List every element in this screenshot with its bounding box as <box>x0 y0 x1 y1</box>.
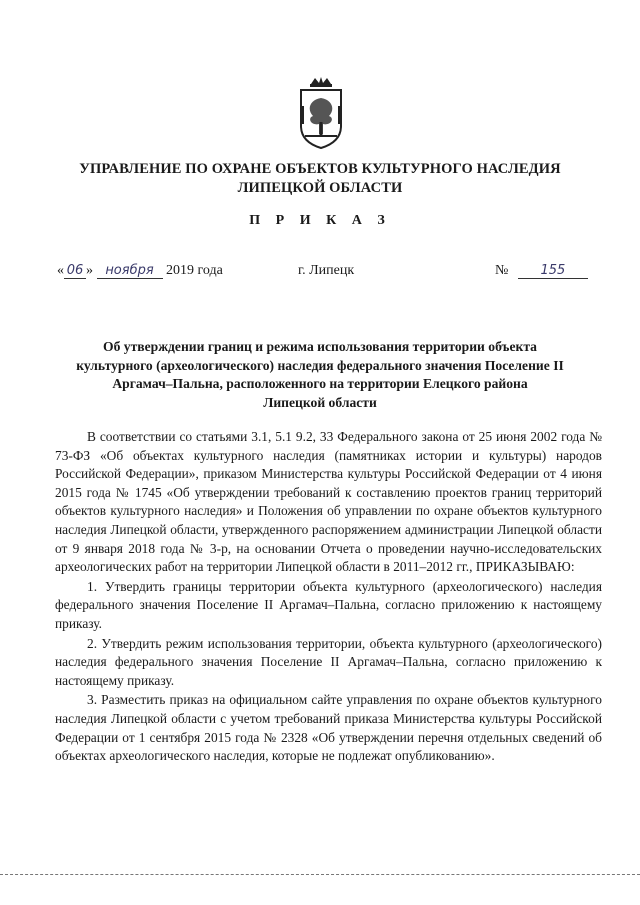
order-subject <box>56 338 584 412</box>
body-item-2: 2. Утвердить режим использования территории, объекта культурного (археологического) наследия федерального значения Поселение II Аргамач–Пальна, согласно приложению к настоящему приказу. <box>55 635 602 688</box>
org-line-2: ЛИПЕЦКОЙ ОБЛАСТИ <box>237 180 403 196</box>
order-number-value: 155 <box>518 263 588 279</box>
body-preamble: В соответствии со статьями 3.1, 5.1 9.2, 33 Федерального закона от 25 июня 2002 года № 73-ФЗ «Об объектах культурного наследия (памятниках истории и культуры) народов Российской Федерации», приказом Министерства культуры Российской Федерации от 4 июня 2015 года № 1745 «Об утверждении требований к составлению проектов границ территорий объектов культурного наследия» и Положения об управлении по охране объектов культурного наследия Липецкой области, утвержденного распоряжением администрации Липецкой области от 9 января 2018 года № 3-р, на основании Отчета о проведении научно-исследовательских археологических работ на территории Липецкой области в 2011–2012 гг., ПРИКАЗЫВАЮ: <box>55 429 602 575</box>
quote-open: « <box>57 263 64 278</box>
subject-line-3: Аргамач–Пальна, расположенного на территории Елецкого района <box>112 376 528 391</box>
quote-close: » <box>86 263 93 278</box>
order-city: г. Липецк <box>298 263 355 278</box>
document-type: П Р И К А З <box>249 213 391 228</box>
order-month: ноября <box>97 263 163 279</box>
page-bottom-divider <box>0 874 640 875</box>
order-number <box>495 263 588 279</box>
coat-of-arms-icon <box>295 76 347 150</box>
body-item-3: 3. Разместить приказ на официальном сайте управления по охране объектов культурного наследия Липецкой области с учетом требований приказа Министерства культуры Российской Федерации от 1 сентября 2015 года № 2328 «Об утверждении перечня отдельных сведений об объектах археологического наследия, которые не подлежат опубликованию». <box>55 692 602 764</box>
subject-line-4: Липецкой области <box>263 394 377 410</box>
subject-line-2: культурного (археологического) наследия федерального значения Поселение II <box>76 357 564 373</box>
order-date <box>57 263 223 279</box>
org-line-1: УПРАВЛЕНИЕ ПО ОХРАНЕ ОБЪЕКТОВ КУЛЬТУРНОГО НАСЛЕДИЯ <box>79 161 561 177</box>
order-year: 2019 года <box>166 263 223 278</box>
order-day: 06 <box>64 263 86 279</box>
body-item-1: 1. Утвердить границы территории объекта культурного (археологического) наследия федерального значения Поселение II Аргамач–Пальна, согласно приложению к настоящему приказу. <box>55 578 602 631</box>
order-body <box>55 428 602 766</box>
subject-line-1: Об утверждении границ и режима использования территории объекта <box>103 339 537 354</box>
number-label: № <box>495 263 509 278</box>
organization-name <box>40 160 600 198</box>
